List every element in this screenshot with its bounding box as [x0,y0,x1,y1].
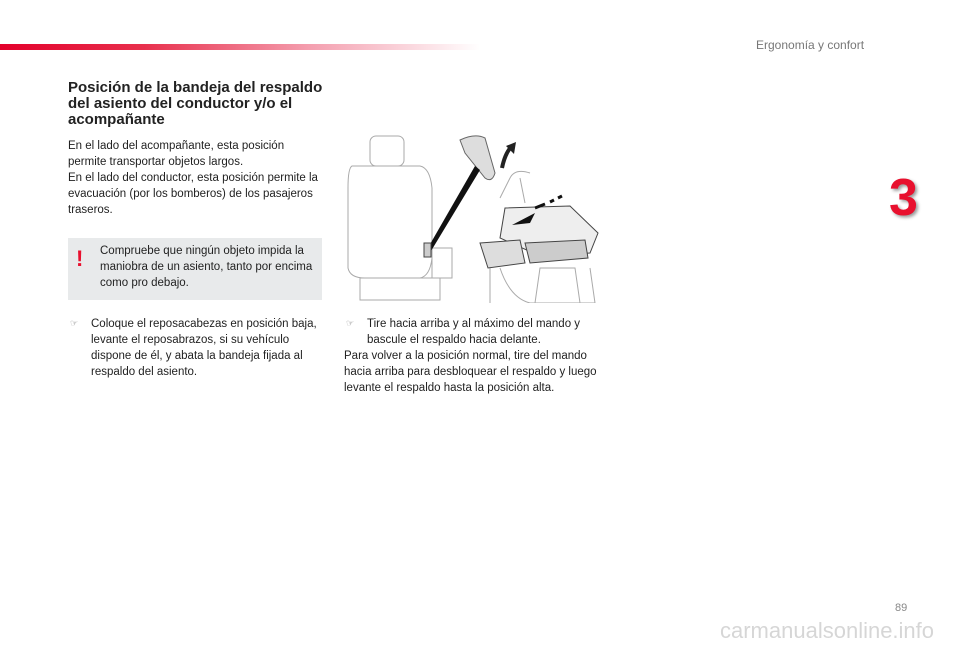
step-2-text: Tire hacia arriba y al máximo del mando y bascule el respaldo hacia delante. [367,318,581,346]
intro-paragraph: En el lado del conductor, esta posición permite la evacuación (por los bomberos) de los pasajeros traseros. [68,172,318,216]
seat-illustration [340,128,615,303]
intro-text [68,138,324,218]
hand-pointer-icon: ☞ [346,318,355,328]
hand-pointer-icon: ☞ [70,318,79,328]
header-gradient-bar [0,44,480,50]
section-title: Ergonomía y confort [756,38,865,52]
page-number: 89 [895,602,908,614]
chapter-number: 3 [889,169,918,227]
intro-paragraph: En el lado del acompañante, esta posición permite transportar objetos largos. [68,140,285,168]
warning-text: Compruebe que ningún objeto impida la maniobra de un asiento, tanto por encima como pro debajo. [100,245,313,289]
watermark: carmanualsonline.info [720,618,935,643]
exclamation-icon: ! [76,246,84,271]
page-title: Posición de la bandeja del respaldo del asiento del conductor y/o el acompañante [68,79,323,128]
warning-box [68,238,322,300]
step-1-text: Coloque el reposacabezas en posición baja, levante el reposabrazos, si su vehículo dispone de él, y abata la bandeja fijada al respaldo del asiento. [91,318,317,378]
step-2-return-text: Para volver a la posición normal, tire del mando hacia arriba para desbloquear el respaldo y luego levante el respaldo hasta la posición alta. [344,350,597,394]
